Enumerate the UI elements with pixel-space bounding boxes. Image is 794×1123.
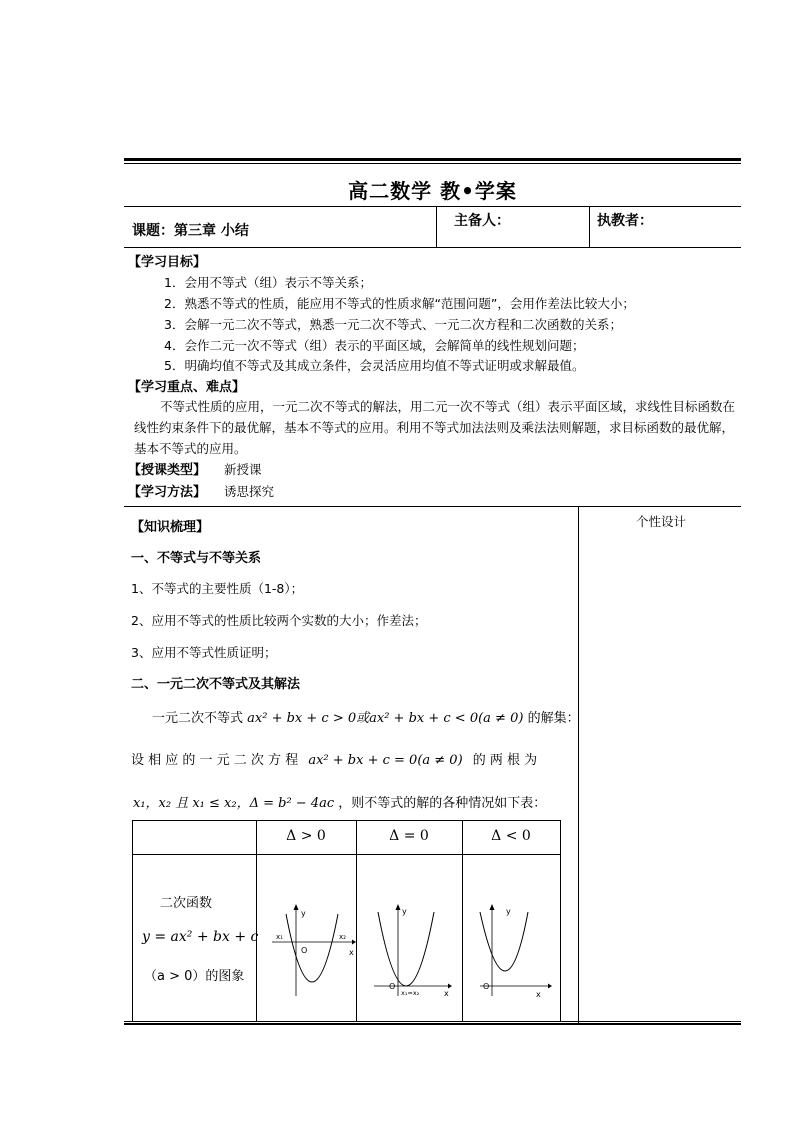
header-divider-2 [589, 206, 590, 247]
lesson-type-label: 【授课类型】 [128, 463, 207, 478]
body-top-line [124, 506, 741, 507]
page-title: 高二数学 教•学案 [348, 179, 517, 203]
header-delta-negative: Δ < 0 [491, 828, 531, 844]
graph2-y-label: y [402, 907, 407, 916]
table-col3 [462, 820, 463, 1021]
table-header-bottom [132, 854, 561, 855]
knowledge-heading: 【知识梳理】 [131, 520, 210, 535]
section1-item: 1、不等式的主要性质（1-8）； [131, 581, 304, 596]
section2-title: 二、一元二次不等式及其解法 [131, 677, 301, 692]
bottom-rule-thick [124, 1023, 741, 1025]
inequality-suffix: 的解集： [527, 711, 580, 726]
inequality-line [152, 707, 580, 726]
table-right [560, 820, 561, 1021]
bottom-rule-thin [124, 1021, 741, 1022]
main-column-divider [578, 506, 579, 1023]
table-col2 [356, 820, 357, 1021]
method-value: 诱思探究 [224, 484, 275, 499]
equation-line [131, 749, 537, 768]
roots-suffix: ，则不等式的解的各种情况如下表： [338, 796, 547, 811]
graph1-x-label: x [349, 948, 354, 957]
goals-heading: 【学习目标】 [128, 255, 207, 270]
table-top [132, 820, 561, 821]
graph1-origin: O [301, 946, 308, 955]
row-label-3: （a > 0）的图象 [144, 969, 245, 984]
inequality-prefix: 一元二次不等式 [152, 711, 244, 726]
section1-title: 一、不等式与不等关系 [131, 551, 262, 566]
goal-item: 5．明确均值不等式及其成立条件，会灵活应用均值不等式证明或求解最值。 [164, 358, 585, 373]
row-label-2: y = ax² + bx + c [142, 929, 259, 945]
section1-item: 3、应用不等式性质证明； [131, 645, 277, 660]
equation-suffix: 的 两 根 为 [472, 753, 538, 768]
table-col1 [256, 820, 257, 1021]
top-rule-thin [124, 163, 741, 164]
roots-line [133, 792, 546, 811]
course-label: 课题：第三章 小结 [132, 223, 249, 239]
graph2-roots: x₁=x₂ [401, 989, 420, 997]
lesson-type-value: 新授课 [224, 462, 262, 477]
teacher-label: 执教者： [597, 213, 653, 229]
graph1-x2: x₂ [339, 933, 346, 941]
keypoints-text: 不等式性质的应用，一元二次不等式的解法，用二元一次不等式（组）表示平面区域，求线性目标函数在线性约束条件下的最优解，基本不等式的应用。利用不等式加法法则及乘法法则解题，求目标函数的最优解，基本不等式的应用。 [134, 399, 736, 456]
header-bottom-line [124, 247, 741, 248]
graph-double-root [366, 900, 456, 1000]
header-delta-positive: Δ > 0 [286, 828, 326, 844]
table-left [132, 820, 133, 1021]
graph-no-roots [472, 900, 556, 1000]
goal-item: 4．会作二元一次不等式（组）表示的平面区域，会解简单的线性规划问题； [164, 338, 585, 353]
goal-item: 2．熟悉不等式的性质，能应用不等式的性质求解“范围问题”，会用作差法比较大小； [164, 296, 635, 311]
preparer-label: 主备人： [454, 213, 510, 229]
graph3-x-label: x [536, 990, 541, 999]
header-delta-zero: Δ = 0 [389, 828, 429, 844]
graph1-x1: x₁ [276, 933, 283, 941]
inequality-formula: ax² + bx + c > 0或ax² + bx + c < 0(a ≠ 0) [247, 711, 524, 726]
top-rule-thick [124, 158, 741, 161]
roots-formula: x₁，x₂ 且 x₁ ≤ x₂，Δ = b² − 4ac [133, 796, 335, 811]
header-divider-1 [436, 206, 437, 247]
goal-item: 1．会用不等式（组）表示不等关系； [164, 275, 372, 290]
graph3-y-label: y [506, 907, 511, 916]
equation-formula: ax² + bx + c = 0(a ≠ 0) [308, 753, 463, 768]
equation-prefix: 设 相 应 的 一 元 二 次 方 程 [131, 753, 299, 768]
method-label: 【学习方法】 [128, 485, 207, 500]
graph-two-roots [268, 900, 356, 1000]
keypoints-heading: 【学习重点、难点】 [128, 380, 246, 395]
graph1-y-label: y [301, 909, 306, 918]
graph2-x-label: x [444, 989, 449, 998]
row-label-1: 二次函数 [160, 896, 213, 911]
side-column-heading: 个性设计 [636, 514, 687, 529]
header-top-line [124, 206, 741, 207]
graph2-origin: O [389, 982, 396, 991]
graph3-origin: O [483, 982, 490, 991]
goal-item: 3．会解一元二次不等式，熟悉一元二次不等式、一元二次方程和二次函数的关系； [164, 317, 622, 332]
section1-item: 2、应用不等式的性质比较两个实数的大小；作差法； [131, 613, 427, 628]
